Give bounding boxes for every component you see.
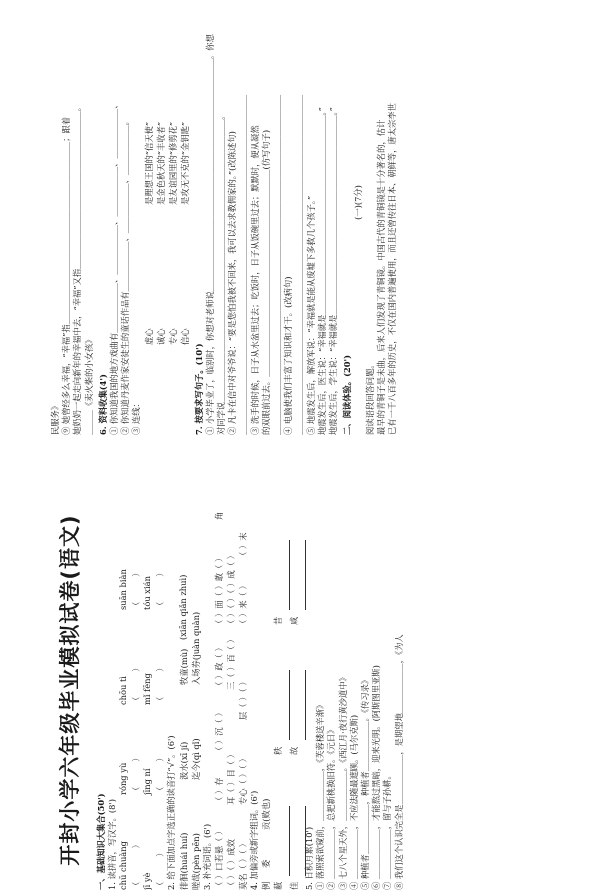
match-row — [179, 0, 191, 435]
q5-item-3: ③ 七八个星天外，＿＿＿＿＿＿。《西江月·夜行黄沙道中》 — [337, 673, 348, 890]
q4-char: 故 — [289, 746, 300, 755]
pinyin-item: jīng ní — [142, 768, 153, 795]
match-row — [155, 0, 167, 435]
section-2-heading: 二、阅读体验。(20') — [342, 354, 353, 435]
idiom-item: 三（ ）百（ ） — [225, 634, 236, 690]
reading-item: 牧童(mù) — [178, 648, 189, 685]
idiom-item: （ ）政（ ） — [213, 643, 224, 690]
reading-item: 迄今(qì qǐ) — [190, 738, 201, 780]
s6-q2: ② 你知道丹麦作家安徒生的童话作品有＿＿＿＿＿＿、＿＿＿＿＿＿、＿＿＿＿＿＿。 — [120, 117, 131, 435]
q4-char: 蔽 — [273, 881, 284, 890]
idiom-item: 莫名（ ）（ ） — [237, 839, 248, 890]
r-q-line-1: ⑨ 她曾经多么幸福，“幸福”指＿＿＿＿＿＿＿＿＿＿＿＿＿＿＿＿＿＿＿＿＿＿；跟着 — [61, 116, 72, 435]
exam-sheet — [50, 0, 550, 890]
reading-item: 徘徊(huái huí) — [178, 832, 189, 890]
section-7-heading: 7. 按要求写句子。(10') — [193, 343, 204, 435]
match-left: 诚心 — [155, 328, 166, 345]
continued-text: 民服务》 — [50, 401, 60, 435]
match-row — [167, 0, 179, 435]
idiom-item: （ ）口若悬（ ） — [213, 826, 224, 890]
q4-example — [260, 490, 272, 890]
q3-row-2 — [225, 490, 237, 890]
s7-answer-line: ＿＿＿＿＿＿＿＿＿＿＿＿＿＿＿＿＿＿＿＿＿＿＿＿＿＿＿＿＿＿＿＿＿＿＿＿＿＿＿＿＿ — [238, 94, 249, 435]
q2-heading: 2. 给下面加点字选正确的读音打“√”。(6') — [166, 735, 177, 890]
s7-line: 的双眼前过去。＿＿＿＿＿＿＿＿＿＿＿＿＿＿＿＿＿＿＿＿＿＿＿＿＿(仿写句子) — [260, 129, 271, 435]
pinyin-item: chōu tì — [118, 676, 129, 705]
q1-heading: 1. 读拼音，写汉字。(8') — [107, 799, 118, 890]
q4-char: 昔 — [273, 616, 284, 625]
idiom-item: （ ）（ ）（ ）成（ ） — [225, 551, 236, 628]
s6-q1: ① 你知道我国的地方戏曲有＿＿＿＿＿＿、＿＿＿＿＿＿、＿＿＿＿＿＿、＿＿＿＿＿＿、 — [109, 100, 120, 435]
q5-item-5: ⑤ 种植者＿＿＿＿＿＿，种植者＿＿＿＿＿＿。《传习录》 — [360, 675, 371, 890]
s7-line: ⑤ 地震发生后，解放军说：“幸福就是能从废墟下多救几个孩子。” — [305, 195, 316, 435]
idiom-item: （ ）存 — [213, 777, 224, 805]
match-right: 是攻无不克的“金钥匙” — [179, 121, 190, 205]
page-title: 开封小学六年级毕业模拟试卷(语文) — [58, 514, 82, 866]
q2-row-2 — [190, 490, 202, 890]
q5-item-7: ⑦ ＿＿＿＿＿＿，留与子孙耕。 — [382, 771, 393, 890]
q4-row-1 — [272, 490, 288, 890]
section-1-heading: 一、基础知识大集合(50') — [96, 793, 106, 890]
match-left: 信心 — [179, 328, 190, 345]
q5-item-4: ④ ＿＿＿＿＿＿，不应法随最遮顾。(马尔克斯) — [348, 714, 359, 890]
match-left: 专心 — [167, 328, 178, 345]
pinyin-item: róng yù — [118, 762, 129, 795]
idiom-item: （ ）末 — [237, 532, 248, 560]
r-q-line-3: ＿＿＿《卖火柴的小女孩》 — [83, 335, 94, 435]
s7-line: 地震发生后，学生说：“幸福就是＿＿＿＿＿＿＿＿＿＿＿＿＿＿＿＿＿＿＿＿＿＿＿＿。” — [328, 107, 339, 435]
answer-boxes-1: （ ） （ ） （ ） （ ） — [131, 568, 142, 890]
example-word: 委 — [261, 859, 272, 868]
idiom-item: （ ）来（ ） — [237, 581, 248, 628]
q4-row-2 — [288, 490, 304, 890]
example-label: 例 — [261, 881, 272, 890]
q4-char: 咸 — [289, 616, 300, 625]
match-row — [143, 0, 155, 435]
pinyin-row-1 — [118, 490, 130, 890]
match-right: 是友谊园里的“修剪花” — [167, 121, 178, 205]
match-right: 是金色秋天的“丰收者” — [155, 121, 166, 205]
q4-heading: 4. 加偏旁或新字组词。(6') — [248, 790, 259, 890]
q5-heading: 5. 日积月累(10') — [304, 826, 315, 890]
idiom-item: （ ）沉（ ） — [213, 708, 224, 755]
idiom-item: （ ）（ ）成效 — [225, 839, 236, 890]
q3-row-1 — [213, 490, 225, 890]
pinyin-item: chū chuàng — [118, 841, 129, 890]
reading-item: 入场券(juàn quàn) — [190, 611, 201, 685]
section-6-heading: 6. 资料收集(4') — [97, 374, 108, 435]
match-right: 是理想王国的“信天使” — [143, 121, 154, 205]
q5-item-6: ⑥ ＿＿＿＿＿＿，才能熬过黑暗，迎来光明。(阿斯图里亚斯) — [371, 665, 382, 890]
q2-row-1 — [178, 490, 190, 890]
answer-boxes-2: （ ） （ ） （ ） （ ） — [155, 568, 166, 890]
s7-line: ① 小学毕业了，临别时，你想对老师说＿＿＿＿＿＿＿＿＿＿＿＿＿＿＿＿＿＿＿＿＿＿＿＿＿＿＿＿。你想 — [204, 34, 215, 435]
pinyin-item: suān biàn — [118, 569, 129, 610]
s7-line: ③ 洗手的时候，日子从水盆里过去；吃饭时，日子从饭碗里过去；默默时，便从凝然 — [249, 125, 260, 435]
s7-line: 地震发生后，医生说：“幸福就是＿＿＿＿＿＿＿＿＿＿＿＿＿＿＿＿＿＿＿＿＿＿＿＿。” — [316, 107, 327, 435]
q5-item-8: ⑧ 我们这个认识完全是＿＿＿＿＿＿，是期望地＿＿＿＿＿＿，《为人 — [393, 634, 404, 890]
idiom-item: 层（ ）（ ） — [237, 677, 248, 720]
s7-line: ② 凡卡在信中对爷爷说：“要是您怕我被不回来，我可以去求教佣家的。”(改陈述句) — [227, 131, 238, 435]
pinyin-row-2 — [142, 490, 154, 890]
q5-item-2: ② ＿＿＿＿＿＿，总把新桃换旧符。《元日》 — [326, 725, 337, 890]
passage-line: 已有一千八百多年的历史，不仅在国内普遍使用，而且还曾传往日本、朝鲜等，唐太宗李世 — [387, 103, 398, 435]
q4-char: 佳 — [289, 881, 300, 890]
s7-answer-line: ＿＿＿＿＿＿＿＿＿＿＿＿＿＿＿＿＿＿＿＿＿＿＿＿＿＿＿＿＿＿＿＿＿＿＿＿＿＿＿＿＿ — [294, 94, 305, 435]
s6-q3-heading: ③ 连线： — [131, 399, 142, 435]
q3-row-3 — [237, 490, 249, 890]
pinyin-item: mǐ fēng — [142, 673, 153, 705]
s7-answer-line: ＿＿＿＿＿＿＿＿＿＿＿＿＿＿＿＿＿＿＿＿＿＿＿＿＿＿＿＿＿＿＿＿＿＿＿＿＿＿＿＿＿ — [272, 94, 283, 435]
reading-item: 嗟哉(pèn pēn) — [190, 833, 201, 890]
idiom-item: 角 — [213, 511, 224, 520]
passage-intro: 阅读语段回答问题。 — [364, 360, 375, 435]
q4-char: 秩 — [273, 746, 284, 755]
right-column — [50, 0, 550, 435]
idiom-item: （ ）面（ ）敢（ ） — [213, 553, 224, 628]
pinyin-item: jī yè — [142, 872, 153, 890]
passage-number: (一)(7分) — [353, 185, 364, 220]
pinyin-item: tóu xián — [142, 576, 153, 610]
idiom-item: 耳（ ）目（ ） — [225, 749, 236, 805]
reading-item: 汲水(xī jí) — [178, 741, 189, 780]
reading-item: (xiān qiǎn zhuì) — [177, 574, 188, 640]
match-left: 虚心 — [143, 328, 154, 345]
q5-item-1: ① 落照索欲窥前，＿＿＿＿＿＿，《芙蓉楼送辛渐》 — [315, 700, 326, 890]
s7-line: 对同学说＿＿＿＿＿＿＿＿＿＿＿＿＿＿＿＿＿＿＿＿＿＿＿＿＿＿＿＿＿＿＿＿＿＿。 — [216, 111, 227, 435]
s7-line: ④ 电脑使我们丰富了知识和才干。(改病句) — [283, 276, 294, 435]
left-column — [50, 490, 550, 890]
r-q-line-2: 她奶奶一起走向新年的幸福中去，“幸福”又指＿＿＿＿＿＿＿＿＿＿＿＿＿＿＿＿＿＿＿。 — [72, 102, 83, 435]
passage-line: 最早的青铜子是未曲，后来人们发现了青铜镜。中国古代的青铜镜是十分著名的，估计 — [375, 119, 386, 435]
example-word: 贡(败也) — [261, 798, 272, 830]
idiom-item: 专心（ ）（ ） — [237, 754, 248, 805]
q3-heading: 3. 补充词语。(6') — [201, 823, 212, 890]
